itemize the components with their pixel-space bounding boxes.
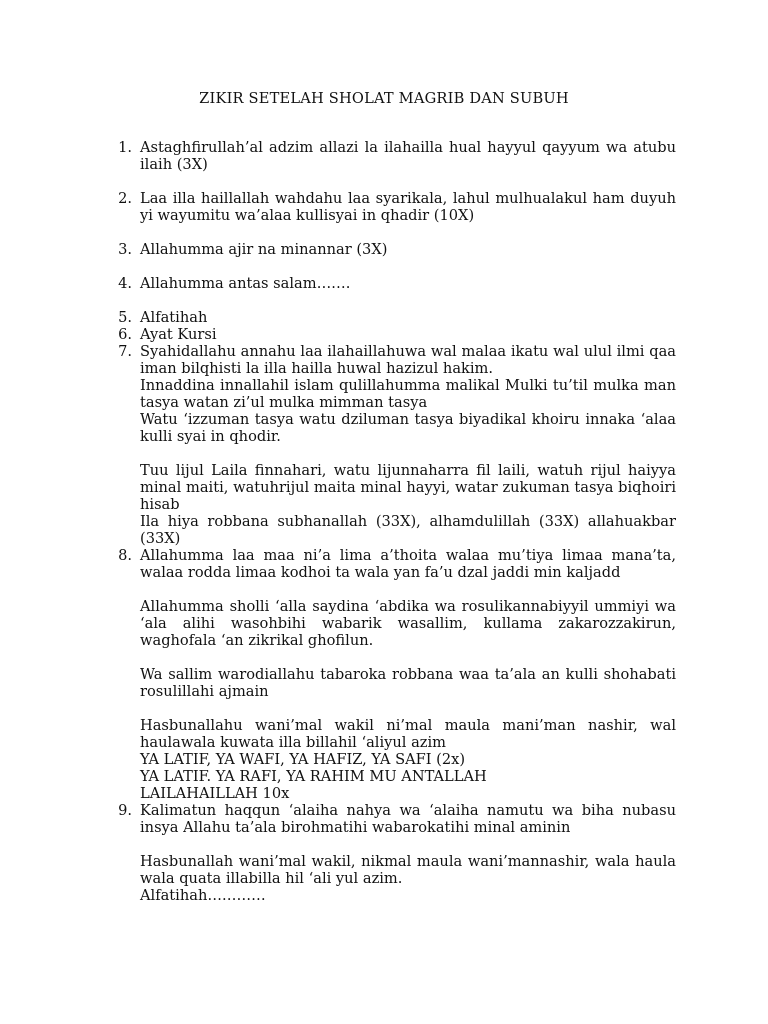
list-item	[110, 343, 676, 547]
list-item-number: 3.	[118, 241, 132, 258]
document-title: ZIKIR SETELAH SHOLAT MAGRIB DAN SUBUH	[199, 90, 569, 107]
paragraph: Laa illa haillallah wahdahu laa syarikala, lahul mulhualakul ham duyuh yi wayumitu wa’alaa kullisyai in qhadir (10X)	[140, 190, 676, 224]
list-item-number: 1.	[118, 139, 132, 156]
blank-line	[140, 836, 676, 853]
paragraph: Hasbunallahu wani’mal wakil ni’mal maula mani’man nashir, wal haulawala kuwata illa billahil ‘aliyul azim	[140, 717, 676, 751]
list-item-number: 4.	[118, 275, 132, 292]
blank-line	[140, 581, 676, 598]
list-item	[110, 190, 676, 224]
list-item-number: 8.	[118, 547, 132, 564]
blank-line	[140, 445, 676, 462]
list-item	[110, 802, 676, 904]
list-item	[110, 326, 676, 343]
paragraph: Allahumma ajir na minannar (3X)	[140, 241, 388, 258]
zikir-list	[110, 139, 676, 904]
list-item	[110, 547, 676, 802]
paragraph: Watu ‘izzuman tasya watu dziluman tasya biyadikal khoiru innaka ‘alaa kulli syai in qhodir.	[140, 411, 676, 445]
paragraph: Allahumma sholli ‘alla saydina ‘abdika wa rosulikannabiyyil ummiyi wa ‘ala alihi wasohbihi wabarik wasallim, kullama zakarozzakirun, waghofala ‘an zikrikal ghofilun.	[140, 598, 676, 649]
paragraph: Syahidallahu annahu laa ilahaillahuwa wal malaa ikatu wal ulul ilmi qaa iman bilqhisti la illa hailla huwal hazizul hakim.	[140, 343, 676, 377]
list-item-number: 5.	[118, 309, 132, 326]
paragraph: Wa sallim warodiallahu tabaroka robbana waa ta’ala an kulli shohabati rosulillahi ajmain	[140, 666, 676, 700]
paragraph: Allahumma antas salam…….	[140, 275, 351, 292]
list-item	[110, 139, 676, 173]
list-item-number: 9.	[118, 802, 132, 819]
paragraph: LAILAHAILLAH 10x	[140, 785, 290, 802]
paragraph: Allahumma laa maa ni’a lima a’thoita walaa mu’tiya limaa mana’ta, walaa rodda limaa kodhoi ta wala yan fa’u dzal jaddi min kaljadd	[140, 547, 676, 581]
paragraph: Kalimatun haqqun ‘alaiha nahya wa ‘alaiha namutu wa biha nubasu insya Allahu ta’ala birohmatihi wabarokatihi minal aminin	[140, 802, 676, 836]
list-item-number: 7.	[118, 343, 132, 360]
list-item	[110, 241, 676, 258]
paragraph: YA LATIF. YA RAFI, YA RAHIM MU ANTALLAH	[140, 768, 487, 785]
paragraph: Hasbunallah wani’mal wakil, nikmal maula wani’mannashir, wala haula wala quata illabilla hil ‘ali yul azim.	[140, 853, 676, 887]
list-item	[110, 309, 676, 326]
paragraph: Astaghfirullah’al adzim allazi la ilahailla hual hayyul qayyum wa atubu ilaih (3X)	[140, 139, 676, 173]
paragraph: Alfatihah	[140, 309, 208, 326]
paragraph: Ayat Kursi	[140, 326, 217, 343]
paragraph: Innaddina innallahil islam qulillahumma malikal Mulki tu’til mulka man tasya watan zi’ul mulka mimman tasya	[140, 377, 676, 411]
paragraph: YA LATIF, YA WAFI, YA HAFIZ, YA SAFI (2x)	[140, 751, 466, 768]
paragraph: Ila hiya robbana subhanallah (33X), alhamdulillah (33X) allahuakbar (33X)	[140, 513, 676, 547]
paragraph: Alfatihah…………	[140, 887, 266, 904]
list-item	[110, 275, 676, 292]
paragraph: Tuu lijul Laila finnahari, watu lijunnaharra fil laili, watuh rijul haiyya minal maiti, watuhrijul maita minal hayyi, watar zukuman tasya biqhoiri hisab	[140, 462, 676, 513]
list-item-number: 2.	[118, 190, 132, 207]
blank-line	[140, 700, 676, 717]
list-item-number: 6.	[118, 326, 132, 343]
blank-line	[140, 649, 676, 666]
